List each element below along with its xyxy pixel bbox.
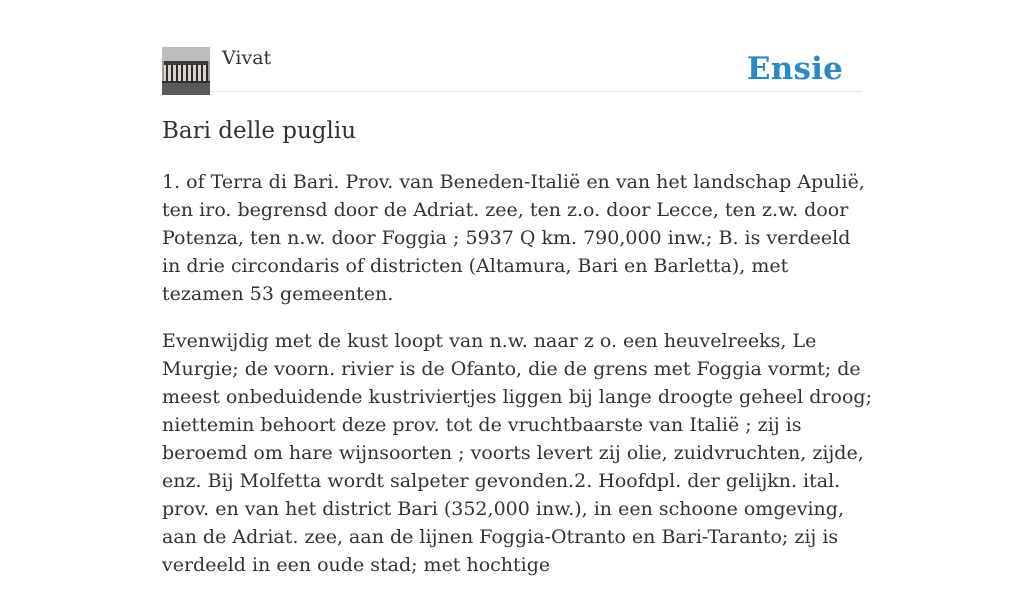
header	[162, 46, 862, 92]
article-body	[162, 168, 872, 598]
avatar-image	[162, 47, 210, 95]
article-paragraph: Evenwijdig met de kust loopt van n.w. naar z o. een heuvelreeks, Le Murgie; de voorn. rivier is de Ofanto, die de grens met Foggia vormt; de meest onbeduidende kustriviertjes liggen bij lange droogte geheel droog; niettemin behoort deze prov. tot de vruchtbaarste van Italië ; zij is beroemd om hare wijnsoorten ; voorts levert zij olie, zuidvruchten, zijde, enz. Bij Molfetta wordt salpeter gevonden.2. Hoofdpl. der gelijkn. ital. prov. en van het district Bari (352,000 inw.), in een schoone omgeving, aan de Adriat. zee, aan de lijnen Foggia-Otranto en Bari-Taranto; zij is verdeeld in een oude stad; met hochtige	[162, 330, 872, 576]
username[interactable]: Vivat	[222, 47, 272, 69]
page-title: Bari delle pugliu	[162, 118, 357, 144]
avatar[interactable]	[162, 47, 210, 95]
article-paragraph: 1. of Terra di Bari. Prov. van Beneden-Italië en van het landschap Apulië, ten iro. begrensd door de Adriat. zee, ten z.o. door Lecce, ten z.w. door Potenza, ten n.w. door Foggia ; 5937 Q km. 790,000 inw.; B. is verdeeld in drie circondaris of districten (Altamura, Bari en Barletta), met tezamen 53 gemeenten.	[162, 171, 865, 305]
brand-logo[interactable]: Ensie	[746, 51, 843, 87]
